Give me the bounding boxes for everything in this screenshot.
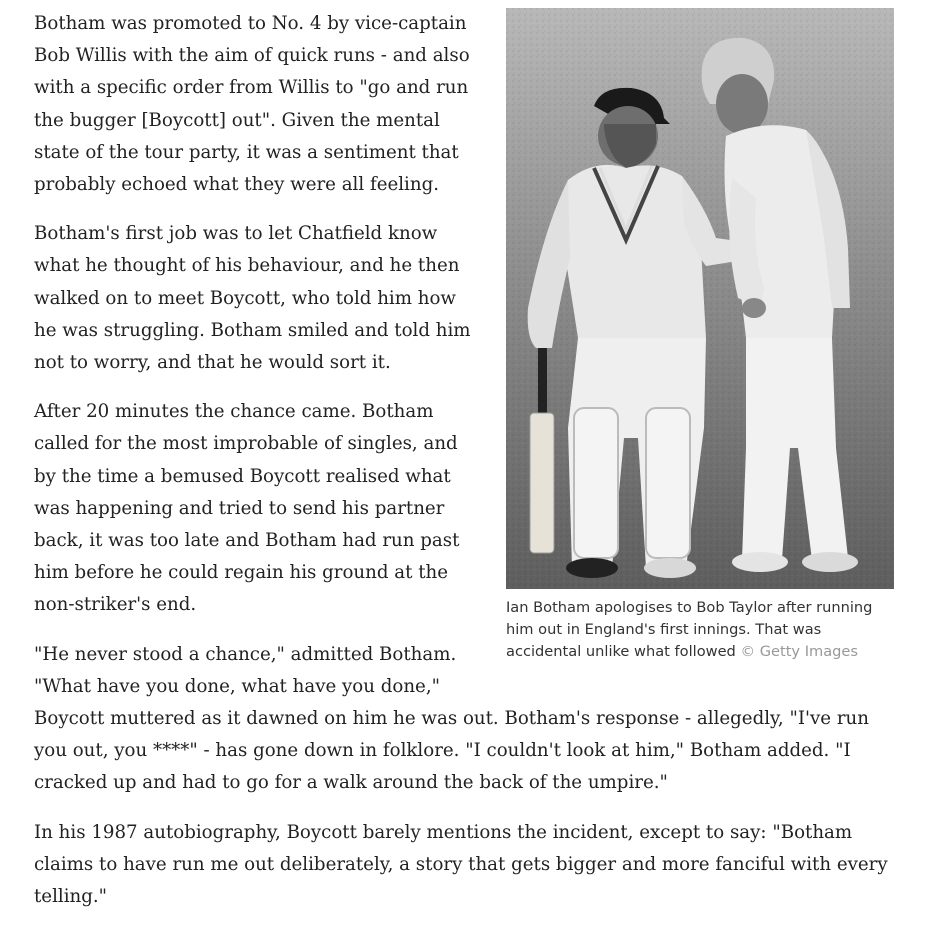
- article-body: [34, 8, 894, 930]
- photo-credit: © Getty Images: [740, 643, 859, 660]
- cricketers-photo[interactable]: [506, 8, 894, 589]
- paragraph: In his 1987 autobiography, Boycott barely mentions the incident, except to say: "Botham claims to have run me out deliberately, a story that gets bigger and more fanciful with every telling.": [34, 821, 888, 908]
- paragraph: After 20 minutes the chance came. Botham called for the most improbable of singles, and by the time a bemused Boycott realised what was happening and tried to send his partner back, it was too late and Botham had run past him before he could regain his ground at the non-striker's end.: [34, 401, 460, 616]
- figure-caption: [506, 597, 894, 663]
- paragraph: Botham's first job was to let Chatfield know what he thought of his behaviour, and he then walked on to meet Boycott, who told him how he was struggling. Botham smiled and told him not to worry, and that he would sort it.: [34, 223, 471, 374]
- caption-text: Ian Botham apologises to Bob Taylor after running him out in England's first innings. That was accidental unlike what followed: [506, 599, 873, 660]
- article-figure: [506, 8, 894, 663]
- paragraph: "He never stood a chance," admitted Botham. "What have you done, what have you done," Boycott muttered as it dawned on him he was out. Botham's response - allegedly, "I've run you out, you ****" - has gone down in folklore. "I couldn't look at him," Botham added. "I cracked up and had to go for a walk around the back of the umpire.": [34, 643, 869, 794]
- paragraph: Botham was promoted to No. 4 by vice-captain Bob Willis with the aim of quick runs - and also with a specific order from Willis to "go and run the bugger [Boycott] out". Given the mental state of the tour party, it was a sentiment that probably echoed what they were all feeling.: [34, 13, 470, 196]
